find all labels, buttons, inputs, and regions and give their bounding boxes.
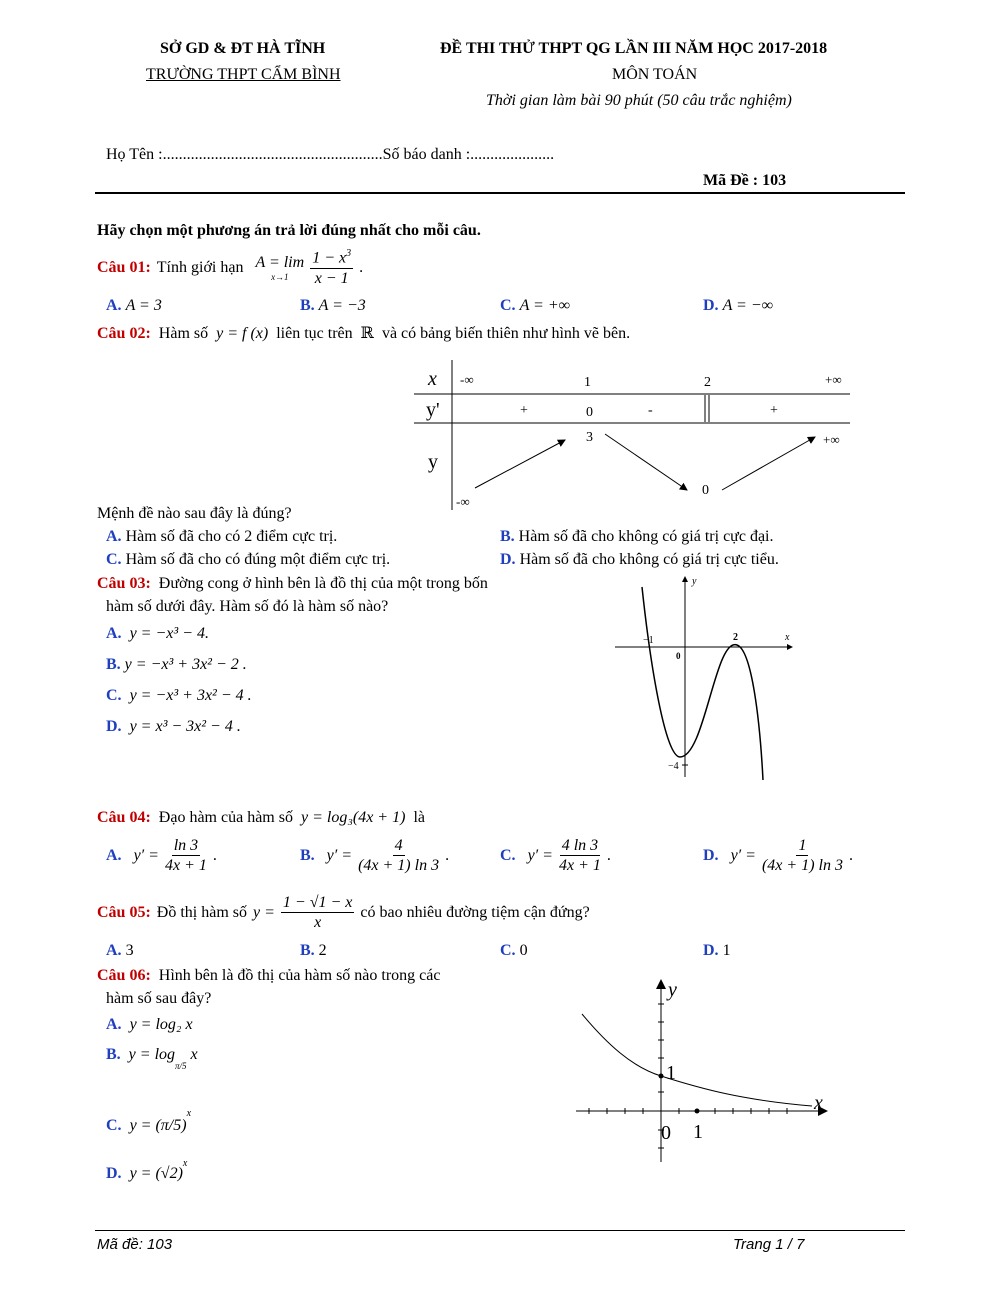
answer-b (300, 942, 327, 960)
row-label-x: x (428, 368, 437, 390)
tick-label: 1 (693, 1121, 703, 1143)
question-label: Câu 06: (97, 967, 151, 984)
question-label: Câu 03: (97, 575, 151, 592)
answer-label: B. (300, 297, 315, 314)
log-base: π/5 (175, 1061, 187, 1071)
answer-denominator: (4x + 1) ln 3 (358, 857, 440, 875)
x-value: -∞ (460, 372, 474, 387)
instruction: Hãy chọn một phương án trả lời đúng nhất cho mỗi câu. (97, 222, 481, 239)
question-1 (97, 248, 363, 288)
school-department: SỞ GD & ĐT HÀ TĨNH (160, 40, 326, 57)
answer-text: 2 (318, 942, 327, 959)
answer-text: Hàm số đã cho không có giá trị cực đại. (518, 528, 774, 545)
answer-text: y = −x³ + 3x² − 4 . (129, 687, 252, 704)
answer-lhs: y′ = (527, 846, 553, 864)
exponent: x (186, 1108, 192, 1119)
x-value: 2 (704, 375, 711, 390)
sign-value: - (648, 403, 653, 418)
answer-d (106, 1158, 187, 1183)
exponential-graph (572, 972, 837, 1167)
answer-b: B. y′ = $\frac{4}{(4x + 1) \ln 3}$ . (300, 837, 450, 875)
answer-c (500, 297, 570, 315)
answer-a (106, 297, 162, 315)
question-tail: . (359, 258, 364, 276)
increase-arrow (475, 440, 565, 488)
answer-b (300, 297, 366, 315)
answer-label: C. (500, 846, 516, 864)
cubic-curve (642, 587, 763, 780)
point-0-1 (659, 1074, 664, 1079)
limit-numerator: 1 − x (312, 249, 347, 267)
answer-label: D. (106, 1165, 122, 1182)
school-name: TRƯỜNG THPT CẨM BÌNH (146, 66, 341, 83)
exam-title: ĐỀ THI THỬ THPT QG LẦN III NĂM HỌC 2017-2018 (440, 40, 828, 57)
function-numerator: 1 − √1 − x (281, 893, 354, 913)
question-6-line2: hàm số sau đây? (106, 990, 212, 1007)
answer-c (106, 687, 252, 705)
answer-a (106, 528, 337, 546)
variation-table (410, 360, 860, 510)
answer-denominator: 4x + 1 (164, 857, 207, 875)
sign-value: + (770, 403, 778, 418)
answer-label: D. (703, 297, 719, 314)
y-value: 0 (702, 483, 709, 498)
answer-label: A. (106, 846, 122, 864)
limit-subscript: x→1 (271, 271, 289, 282)
answer-numerator: 4 ln 3 (560, 836, 600, 856)
question-5 (97, 893, 590, 932)
answer-numerator: 4 (393, 836, 405, 856)
tick-label: 1 (666, 1062, 676, 1084)
x-value: +∞ (825, 372, 842, 387)
answer-d (500, 551, 779, 569)
answer-numerator: 1 (796, 836, 808, 856)
answer-text: 3 (125, 942, 134, 959)
x-value: 1 (584, 375, 591, 390)
x-axis-label: x (785, 632, 790, 643)
student-info-field: Họ Tên :.......................................................Số báo danh :..................... (106, 146, 555, 163)
answer-label: D. (500, 551, 516, 568)
answer-d (703, 942, 731, 960)
answer-text: y = log (128, 1046, 176, 1063)
question-label: Câu 01: (97, 258, 151, 276)
answer-numerator: ln 3 (172, 836, 200, 856)
answer-c (106, 551, 390, 569)
answer-a: A. y′ = $\frac{\ln 3}{4x + 1}$ . (106, 837, 217, 875)
answer-label: C. (106, 687, 122, 704)
answer-label: A. (106, 1016, 122, 1033)
answer-label: A. (106, 625, 122, 642)
answer-label: B. (300, 942, 315, 959)
page-number: Trang 1 / 7 (733, 1236, 805, 1253)
answer-d (703, 297, 773, 315)
row-label-yprime: y' (426, 399, 440, 421)
increase-arrow (722, 437, 815, 490)
answer-text: y = −x³ − 4. (129, 625, 209, 642)
answer-label: B. (300, 846, 315, 864)
origin-label: 0 (676, 651, 681, 661)
answer-text: 0 (519, 942, 528, 959)
answer-label: B. (106, 656, 121, 673)
answer-lhs: y′ = (133, 846, 159, 864)
question-text: có bao nhiêu đường tiệm cận đứng? (360, 903, 590, 921)
question-text: Đồ thị hàm số (156, 903, 247, 921)
question-text: Đường cong ở hình bên là đồ thị của một trong bốn (158, 575, 488, 592)
answer-text: A = −∞ (722, 297, 774, 314)
sign-value: 0 (586, 405, 593, 420)
question-4 (97, 809, 425, 827)
question-6 (97, 967, 440, 985)
answer-d (106, 718, 241, 736)
tick-label: −1 (643, 635, 654, 646)
answer-text: y = log₂ x (129, 1016, 193, 1033)
answer-text: 1 (722, 942, 731, 959)
answer-label: A. (106, 942, 122, 959)
question-text: liên tục trên (276, 325, 353, 342)
y-axis-label: y (668, 979, 677, 1001)
y-axis-label: y (692, 576, 697, 587)
x-axis-label: x (814, 1092, 823, 1114)
y-value: 3 (586, 430, 593, 445)
footer-divider (95, 1230, 905, 1231)
function-lhs: y = (253, 903, 275, 921)
question-text: Hình bên là đồ thị của hàm số nào trong các (158, 967, 441, 984)
answer-label: B. (500, 528, 515, 545)
answer-a (106, 1016, 193, 1034)
answer-c (500, 942, 528, 960)
answer-text: A = 3 (125, 297, 162, 314)
answer-label: C. (500, 297, 516, 314)
answer-label: C. (106, 551, 122, 568)
answer-b (500, 528, 774, 546)
answer-b (106, 656, 247, 674)
answer-label: A. (106, 297, 122, 314)
answer-denominator: (4x + 1) ln 3 (761, 857, 843, 875)
question-text: và có bảng biến thiên như hình vẽ bên. (381, 325, 631, 342)
answer-text: A = +∞ (519, 297, 571, 314)
question-label: Câu 05: (97, 903, 151, 921)
question-label: Câu 02: (97, 325, 151, 342)
exponent: x (182, 1158, 188, 1169)
question-text: Hàm số (158, 325, 209, 342)
answer-label: D. (703, 846, 719, 864)
question-text: Tính giới hạn (156, 258, 244, 276)
answer-text: A = −3 (318, 297, 366, 314)
header-divider (95, 192, 905, 194)
answer-lhs: y′ = (326, 846, 353, 864)
answer-denominator: 4x + 1 (558, 857, 601, 875)
y-value: +∞ (823, 432, 840, 447)
answer-c: C. y′ = $\frac{4 \ln 3}{4x + 1}$ . (500, 837, 611, 875)
answer-text: y = (π/5) (129, 1117, 187, 1134)
numerator-exponent: 3 (346, 248, 352, 259)
answer-label: D. (703, 942, 719, 959)
footer-exam-code: Mã đề: 103 (97, 1236, 173, 1253)
function-denominator: x (314, 914, 322, 932)
y-value: -∞ (456, 494, 470, 509)
question-2-prompt: Mệnh đề nào sau đây là đúng? (97, 505, 292, 522)
answer-text: y = −x³ + 3x² − 2 . (124, 656, 247, 673)
sign-value: + (520, 403, 528, 418)
exam-duration: Thời gian làm bài 90 phút (50 câu trắc nghiệm) (486, 92, 792, 109)
subject: MÔN TOÁN (612, 66, 698, 83)
real-set-symbol: ℝ (360, 325, 374, 342)
question-label: Câu 04: (97, 809, 151, 826)
question-text: là (413, 809, 425, 826)
answer-text: y = (√2) (129, 1165, 183, 1182)
exam-code: Mã Đề : 103 (703, 172, 787, 189)
answer-lhs: y′ = (730, 846, 756, 864)
tick-label: −4 (668, 761, 679, 772)
answer-label: B. (106, 1046, 121, 1063)
question-3 (97, 575, 488, 593)
answer-label: A. (106, 528, 122, 545)
row-label-y: y (428, 451, 438, 473)
question-3-line2: hàm số dưới đây. Hàm số đó là hàm số nào? (106, 598, 389, 615)
function-expression: y = log₃(4x + 1) (300, 809, 406, 826)
limit-denominator: x − 1 (314, 269, 349, 287)
answer-label: D. (106, 718, 122, 735)
answer-text: Hàm số đã cho có đúng một điểm cực trị. (125, 551, 391, 568)
cubic-graph (610, 572, 800, 782)
decrease-arrow (605, 434, 687, 490)
answer-text: y = x³ − 3x² − 4 . (129, 718, 241, 735)
question-2 (97, 323, 630, 343)
tick-label: 2 (733, 632, 738, 643)
answer-a (106, 942, 134, 960)
answer-label: C. (500, 942, 516, 959)
answer-b (106, 1046, 198, 1071)
answer-label: C. (106, 1117, 122, 1134)
answer-tail: x (190, 1046, 198, 1063)
function-expression: y = f (x) (216, 325, 269, 342)
answer-text: Hàm số đã cho có 2 điểm cực trị. (125, 528, 338, 545)
decreasing-curve (582, 1014, 812, 1106)
limit-expression: A = lim (255, 253, 305, 271)
answer-c (106, 1108, 191, 1135)
answer-a (106, 625, 209, 643)
point-1-0 (695, 1109, 700, 1114)
question-text: Đạo hàm của hàm số (158, 809, 293, 826)
answer-text: Hàm số đã cho không có giá trị cực tiểu. (519, 551, 779, 568)
origin-label: 0 (661, 1122, 671, 1144)
answer-d: D. y′ = $\frac{1}{(4x + 1) \ln 3}$ . (703, 837, 853, 875)
